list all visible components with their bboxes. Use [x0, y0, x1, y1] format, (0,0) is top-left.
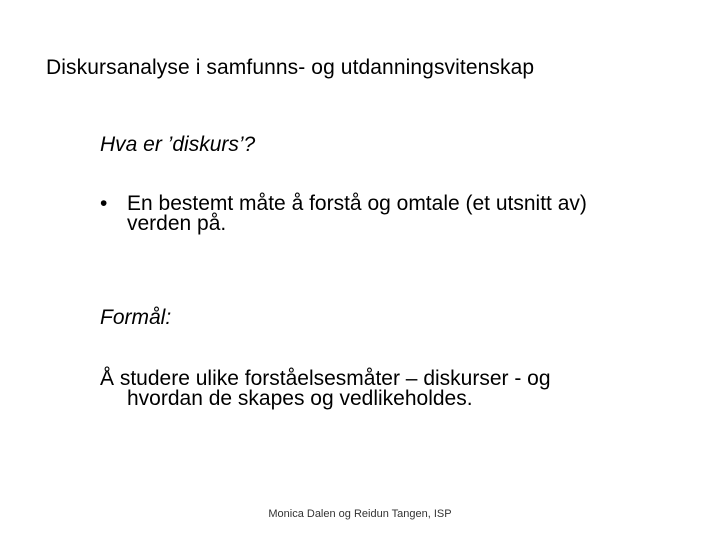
statement-line1: Å studere ulike forståelsesmåter – diskurser - og: [100, 367, 551, 390]
statement-line2: hvordan de skapes og vedlikeholdes.: [127, 387, 473, 410]
purpose-statement: [100, 369, 715, 409]
bullet-icon: •: [100, 192, 108, 215]
question-heading: Hva er ’diskurs’?: [100, 133, 256, 156]
bullet-text-line2: verden på.: [127, 212, 227, 235]
bullet-text-line1: En bestemt måte å forstå og omtale (et utsnitt av): [127, 192, 587, 215]
bullet-first-line: [100, 194, 715, 214]
slide-title: Diskursanalyse i samfunns- og utdanningsvitenskap: [46, 56, 535, 79]
bullet-item: [100, 194, 715, 234]
slide-footer: Monica Dalen og Reidun Tangen, ISP: [268, 508, 452, 520]
purpose-heading: Formål:: [100, 306, 172, 329]
